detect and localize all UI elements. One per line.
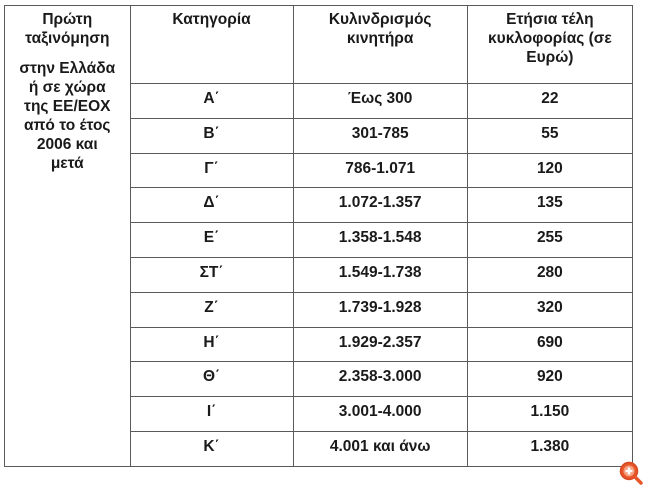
first-registration-line: από το έτος	[24, 117, 111, 134]
fee-cell: 55	[467, 118, 632, 153]
engine-cc-header-line: Κυλινδρισμός	[328, 11, 432, 28]
first-registration-line: ταξινόμηση	[25, 30, 110, 47]
cc-cell: 4.001 και άνω	[293, 431, 467, 466]
cc-cell: 3.001-4.000	[293, 397, 467, 432]
annual-fee-header-line: Ευρώ)	[526, 49, 574, 66]
first-registration-line: Πρώτη	[42, 11, 93, 28]
annual-fee-header	[467, 6, 632, 84]
engine-cc-header-line: κινητήρα	[346, 30, 414, 47]
annual-fee-header-line: κυκλοφορίας (σε	[488, 30, 612, 47]
fee-cell: 920	[467, 362, 632, 397]
first-registration-line: της ΕΕ/ΕΟΧ	[24, 98, 111, 115]
road-tax-table	[4, 5, 633, 467]
fee-cell: 135	[467, 188, 632, 223]
category-header	[130, 6, 293, 84]
cc-cell: 1.929-2.357	[293, 327, 467, 362]
engine-cc-header	[293, 6, 467, 84]
header-row	[5, 6, 633, 84]
category-cell: Η΄	[130, 327, 293, 362]
category-cell: Θ΄	[130, 362, 293, 397]
cc-cell: 1.549-1.738	[293, 257, 467, 292]
zoom-in-icon[interactable]	[618, 460, 644, 486]
cc-cell: 1.072-1.357	[293, 188, 467, 223]
fee-cell: 690	[467, 327, 632, 362]
fee-cell: 22	[467, 84, 632, 119]
category-cell: Β΄	[130, 118, 293, 153]
cc-cell: 786-1.071	[293, 153, 467, 188]
fee-cell: 320	[467, 292, 632, 327]
first-registration-line: 2006 και	[36, 136, 98, 153]
category-cell: Α΄	[130, 84, 293, 119]
category-cell: ΣΤ΄	[130, 257, 293, 292]
category-cell: Κ΄	[130, 431, 293, 466]
fee-cell: 1.150	[467, 397, 632, 432]
first-registration-line: μετά	[50, 155, 84, 172]
fee-cell: 1.380	[467, 431, 632, 466]
cc-cell: Έως 300	[293, 84, 467, 119]
cc-cell: 1.739-1.928	[293, 292, 467, 327]
category-header-label: Κατηγορία	[172, 11, 251, 28]
fee-cell: 280	[467, 257, 632, 292]
first-registration-cell	[5, 6, 131, 467]
category-cell: Ι΄	[130, 397, 293, 432]
annual-fee-header-line: Ετήσια τέλη	[506, 11, 594, 28]
cc-cell: 1.358-1.548	[293, 223, 467, 258]
category-cell: Γ΄	[130, 153, 293, 188]
fee-cell: 120	[467, 153, 632, 188]
category-cell: Δ΄	[130, 188, 293, 223]
first-registration-line: στην Ελλάδα	[19, 60, 116, 77]
category-cell: Ζ΄	[130, 292, 293, 327]
fee-cell: 255	[467, 223, 632, 258]
cc-cell: 301-785	[293, 118, 467, 153]
cc-cell: 2.358-3.000	[293, 362, 467, 397]
first-registration-line: ή σε χώρα	[28, 79, 106, 96]
category-cell: Ε΄	[130, 223, 293, 258]
